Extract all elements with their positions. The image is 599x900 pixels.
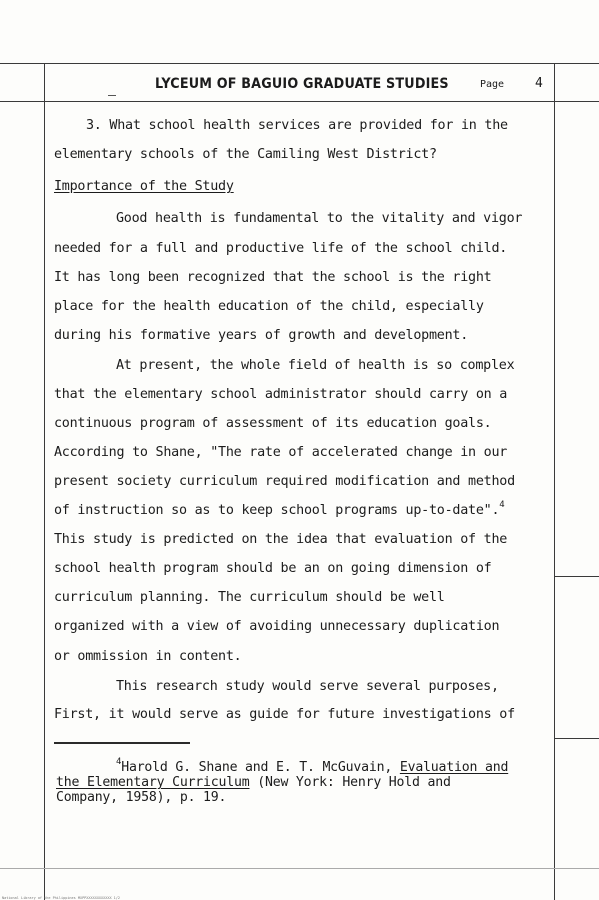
footnote-line-1: $^4$Harold G. Shane and E. T. McGuvain, Evaluation and (116, 757, 509, 775)
body-line-17: curriculum planning. The curriculum should be well (54, 590, 445, 605)
body-line-6: It has long been recognized that the school is the right (54, 270, 492, 285)
body-line-8: during his formative years of growth and development. (54, 328, 469, 343)
footnote-line-2: the Elementary Curriculum (New York: Henry Hold and (56, 775, 451, 790)
bottom-rule (0, 868, 599, 869)
body-line-10: that the elementary school administrator should carry on a (54, 387, 508, 402)
body-line-21: First, it would serve as guide for future investigations of (54, 707, 515, 722)
body-line-19: or ommission in content. (54, 649, 242, 664)
footnote-book-title-part2: the Elementary Curriculum (56, 775, 250, 790)
header-rule (0, 101, 599, 102)
body-line-2: elementary schools of the Camiling West District? (54, 147, 437, 162)
footnote-number: 4 (116, 757, 122, 767)
left-margin-line (44, 63, 45, 900)
body-line-20: This research study would serve several purposes, (116, 679, 499, 694)
footnote-reference: 4 (499, 500, 505, 510)
right-margin-line (554, 63, 555, 900)
footnote-book-title-part1: Evaluation and (399, 760, 509, 775)
footnote-separator (54, 742, 190, 744)
body-line-11: continuous program of assessment of its education goals. (54, 416, 492, 431)
header-tick-mark (108, 95, 116, 96)
research-question-3: 3. What school health services are provided for in the (86, 118, 508, 133)
body-line-14: of instruction so as to keep school programs up-to-date".$^4$ (54, 500, 505, 518)
page-number: 4 (535, 76, 543, 91)
body-line-7: place for the health education of the child, especially (54, 299, 484, 314)
body-line-15: This study is predicted on the idea that evaluation of the (54, 532, 508, 547)
footnote-line-3: Company, 1958), p. 19. (56, 790, 227, 805)
section-heading-text: Importance of the Study (54, 179, 234, 194)
body-line-12: According to Shane, "The rate of accelerated change in our (54, 445, 508, 460)
header-title: LYCEUM OF BAGUIO GRADUATE STUDIES (155, 76, 449, 92)
section-heading (54, 177, 234, 197)
page-label: Page (480, 79, 505, 90)
body-line-9: At present, the whole field of health is so complex (116, 358, 515, 373)
body-line-18: organized with a view of avoiding unnecessary duplication (54, 619, 500, 634)
right-edge-rule-2 (554, 738, 599, 739)
body-line-16: school health program should be an on going dimension of (54, 561, 492, 576)
body-line-1 (86, 116, 508, 136)
top-rule (0, 63, 599, 64)
right-edge-rule-1 (554, 576, 599, 577)
body-line-4: Good health is fundamental to the vitality and vigor (116, 211, 523, 226)
body-line-5: needed for a full and productive life of the school child. (54, 241, 508, 256)
archive-stamp-text: National Library of the Philippines MXPPXXXXXXXXXXXX 1/2 (2, 896, 121, 900)
body-line-13: present society curriculum required modification and method (54, 474, 515, 489)
